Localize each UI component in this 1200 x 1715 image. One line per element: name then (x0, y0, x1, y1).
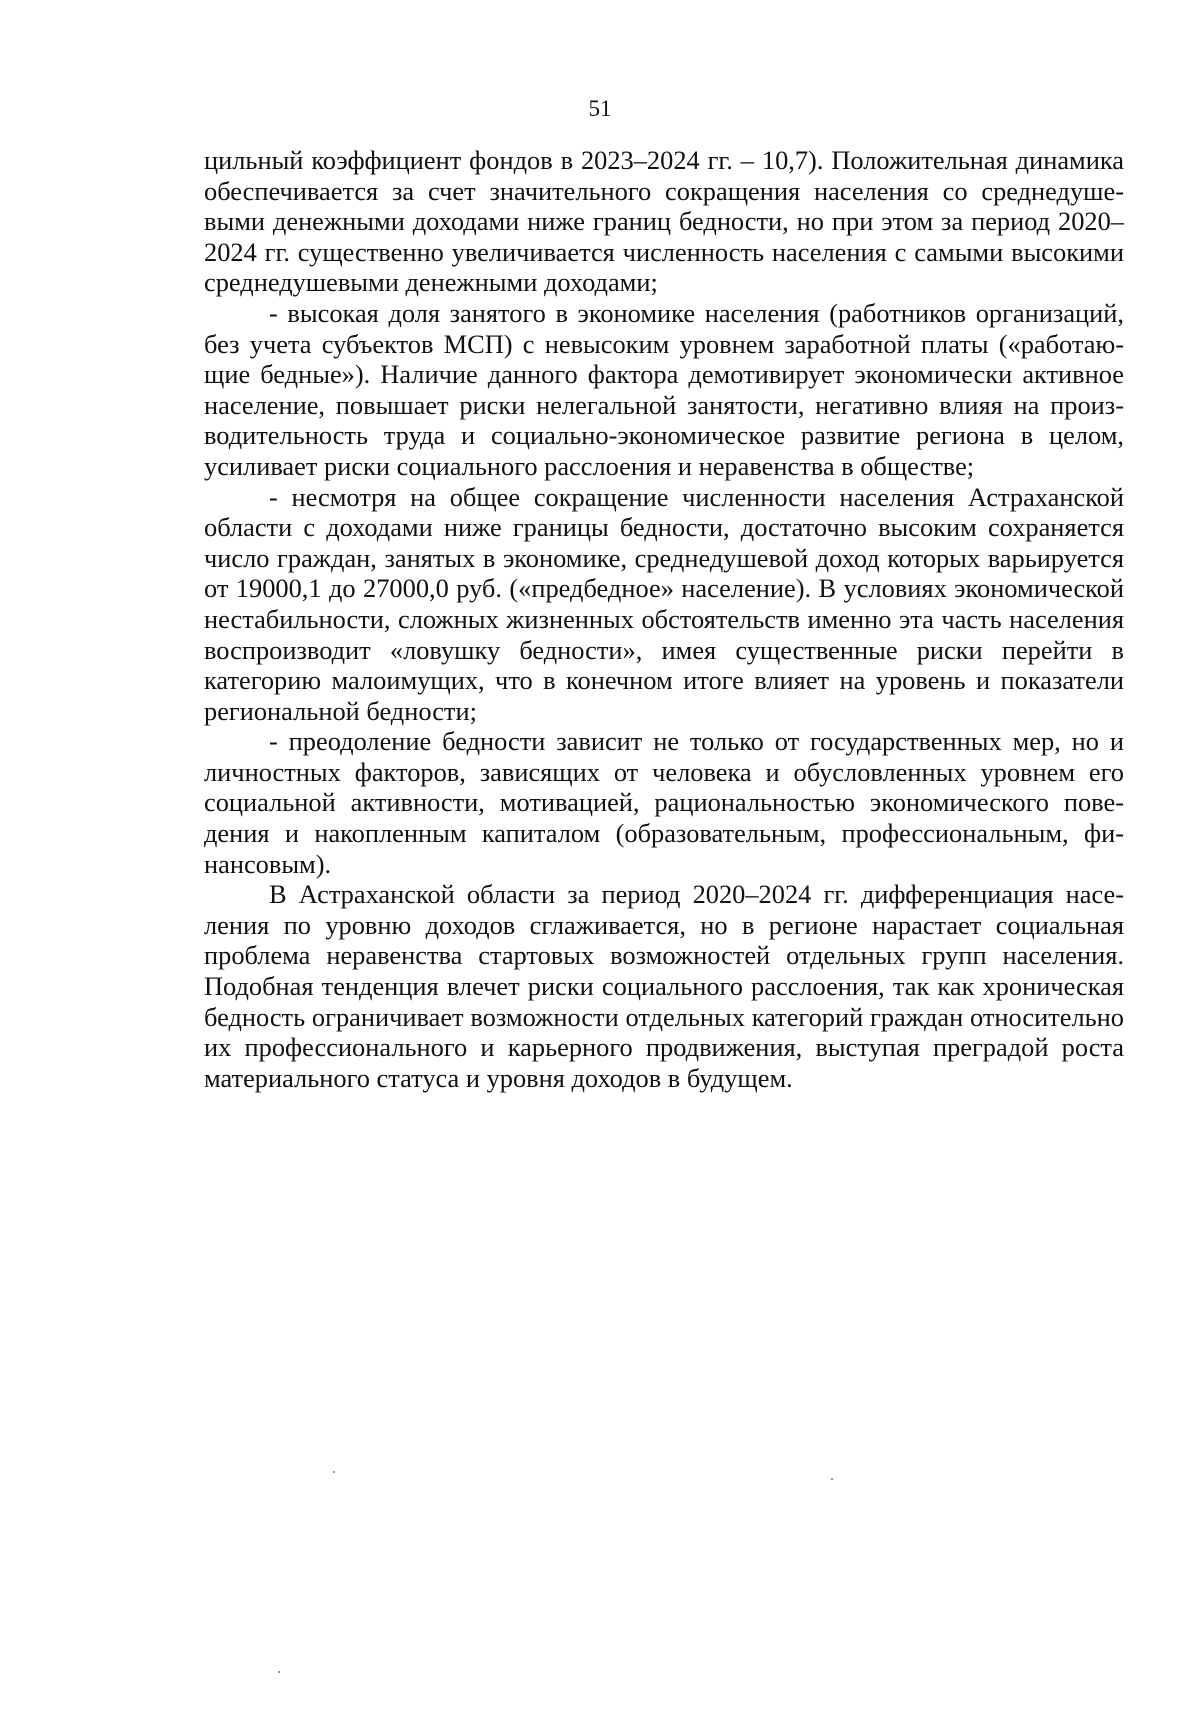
paragraph-2: - высокая доля занятого в экономике населения (работников организаций, без учета субъектов МСП) с невысоким уровнем заработной платы («работающие бедные»). Наличие данного фактора демотивирует экономически активное население, повышает риски нелегальной занятости, негативно влияя на производительность труда и социально-экономическое развитие региона в целом, усиливает риски социального расслоения и неравенства в обществе; (204, 297, 1124, 481)
paragraph-5: В Астраханской области за период 2020–2024 гг. дифференциация населения по уровню доходов сглаживается, но в регионе нарастает социальная проблема неравенства стартовых возможностей отдельных групп населения. Подобная тенденция влечет риски социального расслоения, так как хроническая бедность ограничивает возможности отдельных категорий граждан относительно их профессионального и карьерного продвижения, выступая преградой роста материального статуса и уровня доходов в будущем. (204, 879, 1124, 1093)
scan-speck (278, 1671, 280, 1673)
paragraph-4: - преодоление бедности зависит не только от государственных мер, но и личностных факторов, зависящих от человека и обусловленных уровнем его социальной активности, мотивацией, рациональностью экономического поведения и накопленным капиталом (образовательным, профессиональным, финансовым). (204, 726, 1124, 879)
scan-speck (831, 1478, 833, 1480)
page-number: 51 (588, 96, 612, 121)
scan-speck (333, 1471, 335, 1473)
paragraph-1: цильный коэффициент фондов в 2023–2024 гг. – 10,7). Положительная динамика обеспечивается за счет значительного сокращения населения со среднедушевыми денежными доходами ниже границ бедности, но при этом за период 2020–2024 гг. существенно увеличивается численность населения с самыми высокими среднедушевыми денежными доходами; (204, 145, 1124, 298)
body-text (204, 145, 1124, 1093)
paragraph-3: - несмотря на общее сокращение численности населения Астраханской области с доходами ниже границы бедности, достаточно высоким сохраняется число граждан, занятых в экономике, среднедушевой доход которых варьируется от 19000,1 до 27000,0 руб. («предбедное» население). В условиях экономической нестабильности, сложных жизненных обстоятельств именно эта часть населения воспроизводит «ловушку бедности», имея существенные риски перейти в категорию малоимущих, что в конечном итоге влияет на уровень и показатели региональной бедности; (204, 481, 1124, 726)
